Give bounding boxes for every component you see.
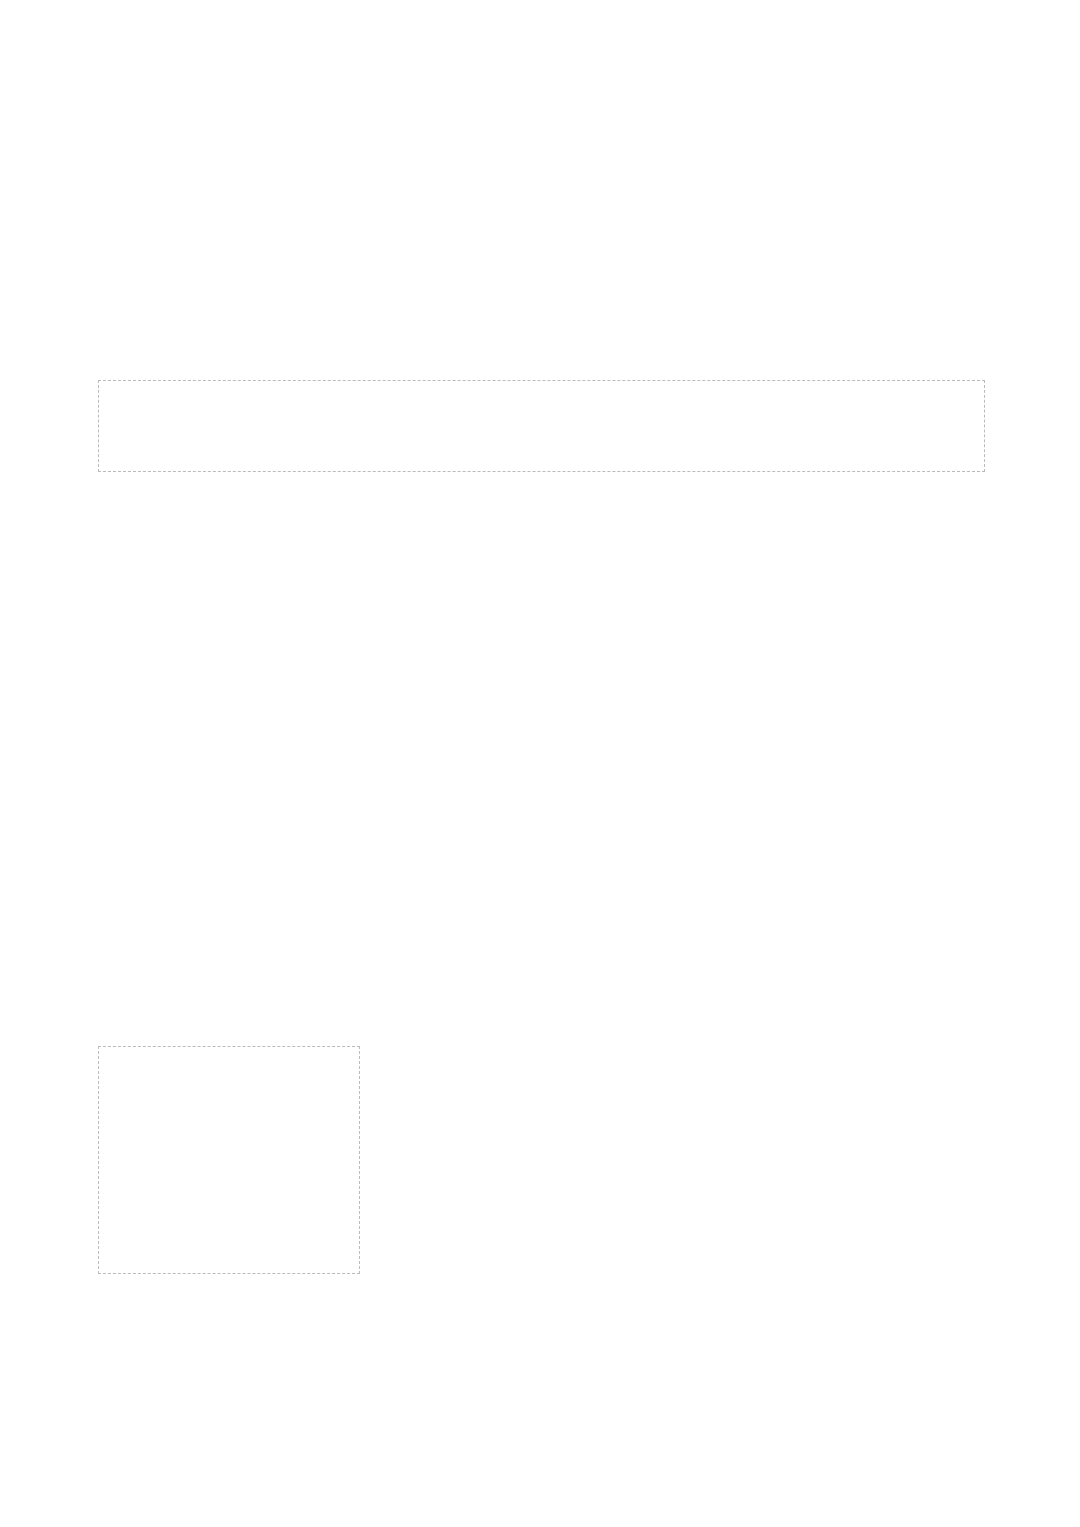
question-2-options — [98, 538, 983, 568]
question-5-options — [98, 928, 983, 958]
question-3-options — [98, 680, 983, 710]
question-6-options — [98, 1282, 983, 1312]
question-1-figures — [98, 380, 985, 472]
question-6-figure — [98, 1046, 360, 1274]
question-4-options — [98, 822, 983, 852]
